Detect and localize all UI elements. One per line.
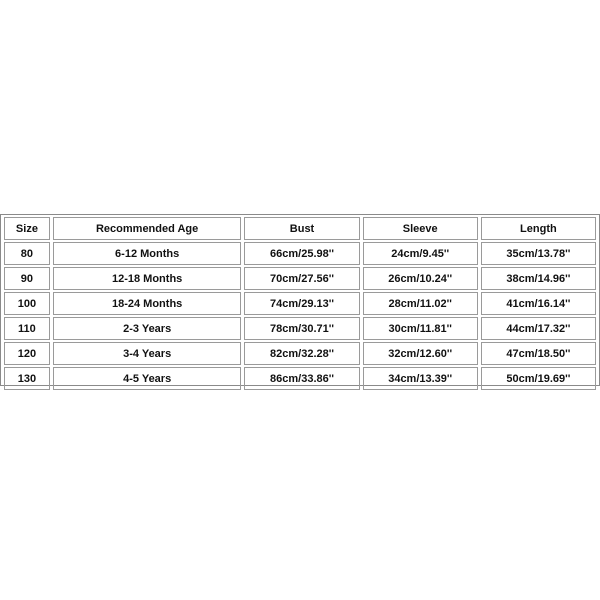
- cell-sleeve: 32cm/12.60'': [363, 342, 478, 365]
- cell-recommended-age: 2-3 Years: [53, 317, 242, 340]
- cell-recommended-age: 6-12 Months: [53, 242, 242, 265]
- cell-sleeve: 28cm/11.02'': [363, 292, 478, 315]
- cell-bust: 74cm/29.13'': [244, 292, 359, 315]
- table-row: [4, 342, 596, 365]
- header-size: Size: [4, 217, 50, 240]
- cell-size: 90: [4, 267, 50, 290]
- cell-length: 38cm/14.96'': [481, 267, 596, 290]
- cell-recommended-age: 12-18 Months: [53, 267, 242, 290]
- cell-recommended-age: 3-4 Years: [53, 342, 242, 365]
- cell-length: 41cm/16.14'': [481, 292, 596, 315]
- cell-size: 110: [4, 317, 50, 340]
- header-length: Length: [481, 217, 596, 240]
- cell-length: 44cm/17.32'': [481, 317, 596, 340]
- cell-length: 35cm/13.78'': [481, 242, 596, 265]
- cell-size: 80: [4, 242, 50, 265]
- cell-sleeve: 24cm/9.45'': [363, 242, 478, 265]
- size-chart-table: [0, 214, 600, 386]
- table-row: [4, 317, 596, 340]
- header-sleeve: Sleeve: [363, 217, 478, 240]
- table-row: [4, 242, 596, 265]
- cell-sleeve: 26cm/10.24'': [363, 267, 478, 290]
- cell-bust: 70cm/27.56'': [244, 267, 359, 290]
- table-row: [4, 367, 596, 390]
- cell-bust: 82cm/32.28'': [244, 342, 359, 365]
- cell-bust: 86cm/33.86'': [244, 367, 359, 390]
- table-row: [4, 292, 596, 315]
- header-bust: Bust: [244, 217, 359, 240]
- cell-length: 47cm/18.50'': [481, 342, 596, 365]
- cell-sleeve: 30cm/11.81'': [363, 317, 478, 340]
- cell-recommended-age: 18-24 Months: [53, 292, 242, 315]
- cell-sleeve: 34cm/13.39'': [363, 367, 478, 390]
- cell-size: 130: [4, 367, 50, 390]
- cell-size: 100: [4, 292, 50, 315]
- cell-length: 50cm/19.69'': [481, 367, 596, 390]
- cell-bust: 66cm/25.98'': [244, 242, 359, 265]
- table-row: [4, 267, 596, 290]
- header-recommended-age: Recommended Age: [53, 217, 242, 240]
- cell-size: 120: [4, 342, 50, 365]
- size-chart: [1, 215, 599, 392]
- cell-bust: 78cm/30.71'': [244, 317, 359, 340]
- cell-recommended-age: 4-5 Years: [53, 367, 242, 390]
- table-header-row: [4, 217, 596, 240]
